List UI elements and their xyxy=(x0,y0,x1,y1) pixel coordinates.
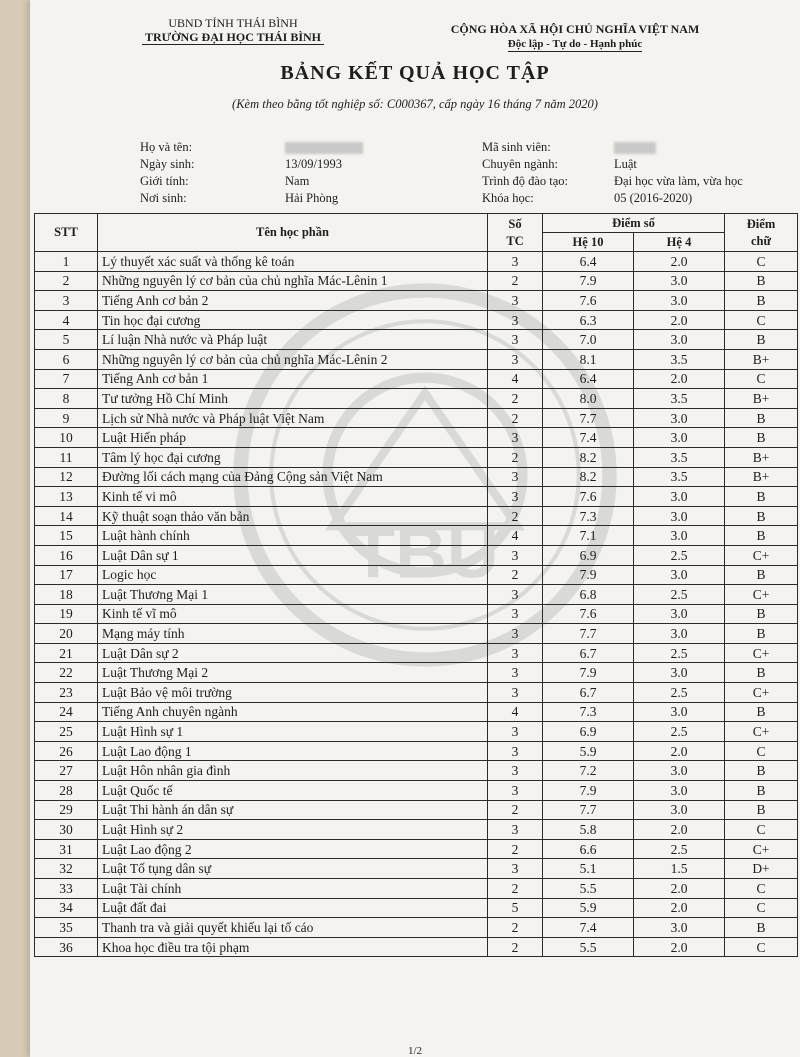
row-letter-grade: B xyxy=(725,702,798,722)
row-credits: 2 xyxy=(488,389,543,409)
table-row xyxy=(35,741,798,761)
row-course-name: Luật Quốc tế xyxy=(98,781,488,801)
row-letter-grade: C xyxy=(725,252,798,272)
row-letter-grade: C xyxy=(725,820,798,840)
table-row xyxy=(35,683,798,703)
table-row xyxy=(35,389,798,409)
row-score-10: 6.9 xyxy=(543,545,634,565)
gender-value: Nam xyxy=(285,174,310,188)
level-value: Đại học vừa làm, vừa học xyxy=(614,174,743,188)
row-credits: 3 xyxy=(488,604,543,624)
row-score-4: 3.0 xyxy=(634,781,725,801)
row-stt: 27 xyxy=(35,761,98,781)
row-course-name: Luật Hình sự 1 xyxy=(98,722,488,742)
row-score-4: 2.0 xyxy=(634,741,725,761)
row-score-4: 3.5 xyxy=(634,467,725,487)
row-score-10: 6.7 xyxy=(543,683,634,703)
name-label: Họ và tên: xyxy=(140,140,193,154)
student-id-redacted xyxy=(614,139,656,156)
row-score-10: 7.6 xyxy=(543,487,634,507)
row-letter-grade: B xyxy=(725,624,798,644)
row-stt: 28 xyxy=(35,781,98,801)
row-score-4: 3.0 xyxy=(634,663,725,683)
row-score-10: 6.7 xyxy=(543,643,634,663)
row-stt: 20 xyxy=(35,624,98,644)
row-credits: 3 xyxy=(488,252,543,272)
table-row xyxy=(35,800,798,820)
row-score-10: 8.0 xyxy=(543,389,634,409)
row-credits: 3 xyxy=(488,428,543,448)
row-score-4: 2.0 xyxy=(634,879,725,899)
row-course-name: Luật Hôn nhân gia đình xyxy=(98,761,488,781)
col-letter-line1: Điểm xyxy=(746,216,776,231)
row-letter-grade: B xyxy=(725,918,798,938)
row-letter-grade: B xyxy=(725,271,798,291)
row-score-10: 7.0 xyxy=(543,330,634,350)
table-row xyxy=(35,369,798,389)
row-credits: 2 xyxy=(488,565,543,585)
university-name: TRƯỜNG ĐẠI HỌC THÁI BÌNH xyxy=(142,30,324,45)
row-credits: 2 xyxy=(488,800,543,820)
row-letter-grade: B+ xyxy=(725,467,798,487)
row-credits: 4 xyxy=(488,702,543,722)
row-course-name: Luật Hình sự 2 xyxy=(98,820,488,840)
row-score-4: 2.5 xyxy=(634,585,725,605)
row-course-name: Tiếng Anh cơ bản 1 xyxy=(98,369,488,389)
row-course-name: Khoa học điều tra tội phạm xyxy=(98,937,488,957)
row-score-4: 2.0 xyxy=(634,310,725,330)
table-row xyxy=(35,937,798,957)
row-letter-grade: C xyxy=(725,369,798,389)
col-letter-line2: chữ xyxy=(750,233,771,248)
row-score-4: 3.0 xyxy=(634,624,725,644)
row-stt: 29 xyxy=(35,800,98,820)
row-stt: 4 xyxy=(35,310,98,330)
row-score-10: 7.7 xyxy=(543,408,634,428)
table-header-row xyxy=(35,214,798,233)
row-letter-grade: C xyxy=(725,898,798,918)
row-letter-grade: B xyxy=(725,487,798,507)
row-score-10: 6.4 xyxy=(543,369,634,389)
row-course-name: Kinh tế vi mô xyxy=(98,487,488,507)
table-row xyxy=(35,349,798,369)
row-credits: 2 xyxy=(488,447,543,467)
grades-table-body xyxy=(35,252,798,957)
table-row xyxy=(35,487,798,507)
table-row xyxy=(35,428,798,448)
row-stt: 33 xyxy=(35,879,98,899)
row-score-4: 3.0 xyxy=(634,428,725,448)
row-score-10: 6.9 xyxy=(543,722,634,742)
row-stt: 11 xyxy=(35,447,98,467)
table-row xyxy=(35,271,798,291)
table-row xyxy=(35,545,798,565)
row-stt: 32 xyxy=(35,859,98,879)
table-row xyxy=(35,879,798,899)
table-row xyxy=(35,643,798,663)
row-credits: 3 xyxy=(488,643,543,663)
row-score-4: 3.0 xyxy=(634,487,725,507)
row-score-4: 2.5 xyxy=(634,643,725,663)
table-row xyxy=(35,310,798,330)
row-letter-grade: B xyxy=(725,781,798,801)
row-score-10: 7.6 xyxy=(543,291,634,311)
row-score-10: 7.3 xyxy=(543,506,634,526)
row-letter-grade: B+ xyxy=(725,349,798,369)
row-stt: 6 xyxy=(35,349,98,369)
grades-table xyxy=(34,213,798,957)
table-row xyxy=(35,839,798,859)
row-stt: 12 xyxy=(35,467,98,487)
row-course-name: Tin học đại cương xyxy=(98,310,488,330)
dob-label: Ngày sinh: xyxy=(140,157,195,171)
row-score-4: 3.0 xyxy=(634,330,725,350)
row-score-10: 7.1 xyxy=(543,526,634,546)
row-course-name: Thanh tra và giải quyết khiếu lại tố cáo xyxy=(98,918,488,938)
row-score-10: 5.9 xyxy=(543,741,634,761)
row-score-4: 3.5 xyxy=(634,349,725,369)
table-row xyxy=(35,585,798,605)
table-row xyxy=(35,859,798,879)
level-label: Trình độ đào tạo: xyxy=(482,174,568,188)
row-course-name: Luật Tố tụng dân sự xyxy=(98,859,488,879)
row-score-4: 3.0 xyxy=(634,291,725,311)
table-row xyxy=(35,408,798,428)
row-score-4: 2.5 xyxy=(634,545,725,565)
row-credits: 3 xyxy=(488,330,543,350)
birthplace-label: Nơi sinh: xyxy=(140,191,187,205)
row-score-10: 6.4 xyxy=(543,252,634,272)
row-course-name: Những nguyên lý cơ bản của chủ nghĩa Mác-Lênin 1 xyxy=(98,271,488,291)
row-stt: 25 xyxy=(35,722,98,742)
row-credits: 3 xyxy=(488,487,543,507)
row-stt: 26 xyxy=(35,741,98,761)
row-stt: 22 xyxy=(35,663,98,683)
row-stt: 8 xyxy=(35,389,98,409)
table-row xyxy=(35,820,798,840)
row-stt: 30 xyxy=(35,820,98,840)
row-letter-grade: C+ xyxy=(725,643,798,663)
row-score-4: 2.0 xyxy=(634,820,725,840)
col-stt: STT xyxy=(35,214,98,252)
row-score-10: 7.9 xyxy=(543,781,634,801)
row-course-name: Tiếng Anh chuyên ngành xyxy=(98,702,488,722)
row-stt: 34 xyxy=(35,898,98,918)
row-score-4: 3.5 xyxy=(634,447,725,467)
row-letter-grade: B xyxy=(725,800,798,820)
col-course-name: Tên học phần xyxy=(98,214,488,252)
row-credits: 3 xyxy=(488,349,543,369)
row-course-name: Kinh tế vĩ mô xyxy=(98,604,488,624)
table-row xyxy=(35,781,798,801)
table-row xyxy=(35,898,798,918)
cohort-label: Khóa học: xyxy=(482,191,534,205)
watermark-text: TBU xyxy=(351,513,499,594)
cohort-value: 05 (2016-2020) xyxy=(614,191,693,205)
major-label: Chuyên ngành: xyxy=(482,157,559,171)
gender-label: Giới tính: xyxy=(140,174,189,188)
row-stt: 1 xyxy=(35,252,98,272)
row-letter-grade: C+ xyxy=(725,585,798,605)
row-credits: 4 xyxy=(488,526,543,546)
row-course-name: Logic học xyxy=(98,565,488,585)
row-score-10: 7.2 xyxy=(543,761,634,781)
row-score-4: 3.0 xyxy=(634,761,725,781)
row-course-name: Luật Thương Mại 1 xyxy=(98,585,488,605)
table-row xyxy=(35,761,798,781)
row-course-name: Luật Dân sự 2 xyxy=(98,643,488,663)
birthplace-value: Hải Phòng xyxy=(285,191,339,205)
row-stt: 23 xyxy=(35,683,98,703)
row-credits: 3 xyxy=(488,310,543,330)
row-course-name: Tiếng Anh cơ bản 2 xyxy=(98,291,488,311)
row-credits: 2 xyxy=(488,271,543,291)
row-letter-grade: B+ xyxy=(725,447,798,467)
row-course-name: Lí luận Nhà nước và Pháp luật xyxy=(98,330,488,350)
row-score-10: 6.6 xyxy=(543,839,634,859)
table-row xyxy=(35,526,798,546)
row-score-10: 7.7 xyxy=(543,800,634,820)
row-credits: 5 xyxy=(488,898,543,918)
row-course-name: Kỹ thuật soạn thảo văn bản xyxy=(98,506,488,526)
row-credits: 4 xyxy=(488,369,543,389)
row-credits: 2 xyxy=(488,918,543,938)
row-credits: 3 xyxy=(488,663,543,683)
document-page xyxy=(30,0,800,1057)
row-letter-grade: C xyxy=(725,310,798,330)
row-score-4: 3.5 xyxy=(634,389,725,409)
table-row xyxy=(35,604,798,624)
row-course-name: Mạng máy tính xyxy=(98,624,488,644)
row-score-10: 7.3 xyxy=(543,702,634,722)
table-row xyxy=(35,722,798,742)
row-letter-grade: C+ xyxy=(725,683,798,703)
row-score-4: 3.0 xyxy=(634,702,725,722)
row-score-10: 6.3 xyxy=(543,310,634,330)
row-score-10: 8.2 xyxy=(543,447,634,467)
row-score-10: 7.9 xyxy=(543,663,634,683)
row-letter-grade: B xyxy=(725,663,798,683)
row-score-4: 3.0 xyxy=(634,918,725,938)
row-stt: 14 xyxy=(35,506,98,526)
row-stt: 9 xyxy=(35,408,98,428)
row-stt: 13 xyxy=(35,487,98,507)
row-letter-grade: C+ xyxy=(725,545,798,565)
col-letter-grade xyxy=(725,214,798,252)
row-course-name: Đường lối cách mạng của Đảng Cộng sản Việt Nam xyxy=(98,467,488,487)
student-info-right xyxy=(482,139,798,209)
row-credits: 3 xyxy=(488,467,543,487)
row-score-4: 2.5 xyxy=(634,722,725,742)
row-letter-grade: B xyxy=(725,330,798,350)
row-score-4: 2.0 xyxy=(634,898,725,918)
table-row xyxy=(35,624,798,644)
row-credits: 2 xyxy=(488,506,543,526)
row-letter-grade: D+ xyxy=(725,859,798,879)
row-credits: 3 xyxy=(488,291,543,311)
row-score-4: 2.0 xyxy=(634,937,725,957)
row-course-name: Những nguyên lý cơ bản của chủ nghĩa Mác-Lênin 2 xyxy=(98,349,488,369)
table-row xyxy=(35,447,798,467)
row-score-10: 5.5 xyxy=(543,879,634,899)
row-score-10: 8.2 xyxy=(543,467,634,487)
row-credits: 3 xyxy=(488,820,543,840)
student-info-left xyxy=(140,139,470,209)
country-name: CỘNG HÒA XÃ HỘI CHỦ NGHĨA VIỆT NAM xyxy=(450,22,700,36)
document-title: BẢNG KẾT QUẢ HỌC TẬP xyxy=(280,62,550,84)
row-credits: 3 xyxy=(488,722,543,742)
row-credits: 3 xyxy=(488,624,543,644)
row-stt: 2 xyxy=(35,271,98,291)
row-letter-grade: B xyxy=(725,291,798,311)
row-stt: 15 xyxy=(35,526,98,546)
dob-value: 13/09/1993 xyxy=(285,157,342,171)
row-score-4: 3.0 xyxy=(634,408,725,428)
col-score-group: Điểm số xyxy=(543,214,725,233)
row-score-10: 5.1 xyxy=(543,859,634,879)
col-credits-line1: Số xyxy=(508,216,522,231)
row-score-4: 2.5 xyxy=(634,839,725,859)
row-score-10: 7.7 xyxy=(543,624,634,644)
row-course-name: Luật hành chính xyxy=(98,526,488,546)
row-credits: 2 xyxy=(488,879,543,899)
col-credits xyxy=(488,214,543,252)
row-credits: 3 xyxy=(488,585,543,605)
row-stt: 24 xyxy=(35,702,98,722)
row-score-10: 6.8 xyxy=(543,585,634,605)
row-course-name: Lý thuyết xác suất và thống kê toán xyxy=(98,252,488,272)
row-letter-grade: B xyxy=(725,408,798,428)
row-score-10: 7.9 xyxy=(543,271,634,291)
row-stt: 17 xyxy=(35,565,98,585)
row-stt: 3 xyxy=(35,291,98,311)
row-course-name: Tâm lý học đại cương xyxy=(98,447,488,467)
table-row xyxy=(35,663,798,683)
table-row xyxy=(35,918,798,938)
row-credits: 3 xyxy=(488,545,543,565)
row-stt: 18 xyxy=(35,585,98,605)
row-score-10: 7.6 xyxy=(543,604,634,624)
province-name: UBND TỈNH THÁI BÌNH xyxy=(168,16,298,30)
row-stt: 21 xyxy=(35,643,98,663)
row-score-4: 3.0 xyxy=(634,506,725,526)
row-score-4: 2.5 xyxy=(634,683,725,703)
row-score-4: 3.0 xyxy=(634,271,725,291)
table-row xyxy=(35,702,798,722)
issuer-header xyxy=(128,16,338,45)
col-credits-line2: TC xyxy=(506,233,524,248)
table-row xyxy=(35,291,798,311)
page-number: 1/2 xyxy=(407,1045,423,1057)
row-letter-grade: B+ xyxy=(725,389,798,409)
col-score-4: Hệ 4 xyxy=(634,233,725,252)
row-letter-grade: B xyxy=(725,604,798,624)
row-course-name: Luật Hiến pháp xyxy=(98,428,488,448)
row-score-4: 2.0 xyxy=(634,369,725,389)
row-credits: 3 xyxy=(488,859,543,879)
row-credits: 3 xyxy=(488,683,543,703)
row-score-4: 3.0 xyxy=(634,604,725,624)
motto: Độc lập - Tự do - Hạnh phúc xyxy=(507,38,643,50)
row-score-4: 3.0 xyxy=(634,526,725,546)
row-score-4: 3.0 xyxy=(634,800,725,820)
row-credits: 2 xyxy=(488,937,543,957)
row-credits: 2 xyxy=(488,839,543,859)
row-stt: 19 xyxy=(35,604,98,624)
row-letter-grade: C xyxy=(725,937,798,957)
table-row xyxy=(35,252,798,272)
table-row xyxy=(35,506,798,526)
row-score-10: 5.5 xyxy=(543,937,634,957)
row-course-name: Luật Lao động 1 xyxy=(98,741,488,761)
row-stt: 16 xyxy=(35,545,98,565)
row-score-10: 7.4 xyxy=(543,918,634,938)
row-course-name: Luật Thương Mại 2 xyxy=(98,663,488,683)
row-course-name: Luật đất đai xyxy=(98,898,488,918)
row-stt: 35 xyxy=(35,918,98,938)
table-row xyxy=(35,467,798,487)
row-letter-grade: B xyxy=(725,761,798,781)
student-id-label: Mã sinh viên: xyxy=(482,140,551,154)
row-stt: 10 xyxy=(35,428,98,448)
row-letter-grade: C xyxy=(725,879,798,899)
row-stt: 31 xyxy=(35,839,98,859)
row-credits: 3 xyxy=(488,781,543,801)
row-course-name: Luật Lao động 2 xyxy=(98,839,488,859)
row-stt: 5 xyxy=(35,330,98,350)
row-course-name: Luật Bảo vệ môi trường xyxy=(98,683,488,703)
row-letter-grade: B xyxy=(725,506,798,526)
row-score-10: 5.9 xyxy=(543,898,634,918)
row-course-name: Tư tưởng Hồ Chí Minh xyxy=(98,389,488,409)
row-score-10: 7.4 xyxy=(543,428,634,448)
row-score-4: 1.5 xyxy=(634,859,725,879)
row-course-name: Luật Dân sự 1 xyxy=(98,545,488,565)
row-score-10: 8.1 xyxy=(543,349,634,369)
table-row xyxy=(35,565,798,585)
major-value: Luật xyxy=(614,157,637,171)
col-score-10: Hệ 10 xyxy=(543,233,634,252)
row-credits: 3 xyxy=(488,761,543,781)
row-letter-grade: B xyxy=(725,428,798,448)
row-letter-grade: B xyxy=(725,526,798,546)
row-letter-grade: C+ xyxy=(725,722,798,742)
row-course-name: Luật Tài chính xyxy=(98,879,488,899)
row-stt: 36 xyxy=(35,937,98,957)
row-score-4: 2.0 xyxy=(634,252,725,272)
row-letter-grade: C+ xyxy=(725,839,798,859)
row-letter-grade: C xyxy=(725,741,798,761)
table-row xyxy=(35,330,798,350)
row-score-10: 7.9 xyxy=(543,565,634,585)
document-subtitle: (Kèm theo bằng tốt nghiệp số: C000367, cấp ngày 16 tháng 7 năm 2020) xyxy=(232,97,598,111)
row-letter-grade: B xyxy=(725,565,798,585)
row-stt: 7 xyxy=(35,369,98,389)
row-credits: 2 xyxy=(488,408,543,428)
row-course-name: Lịch sử Nhà nước và Pháp luật Việt Nam xyxy=(98,408,488,428)
row-credits: 3 xyxy=(488,741,543,761)
row-score-10: 5.8 xyxy=(543,820,634,840)
national-motto xyxy=(410,22,740,52)
row-course-name: Luật Thi hành án dân sự xyxy=(98,800,488,820)
name-redacted xyxy=(285,139,363,156)
row-score-4: 3.0 xyxy=(634,565,725,585)
